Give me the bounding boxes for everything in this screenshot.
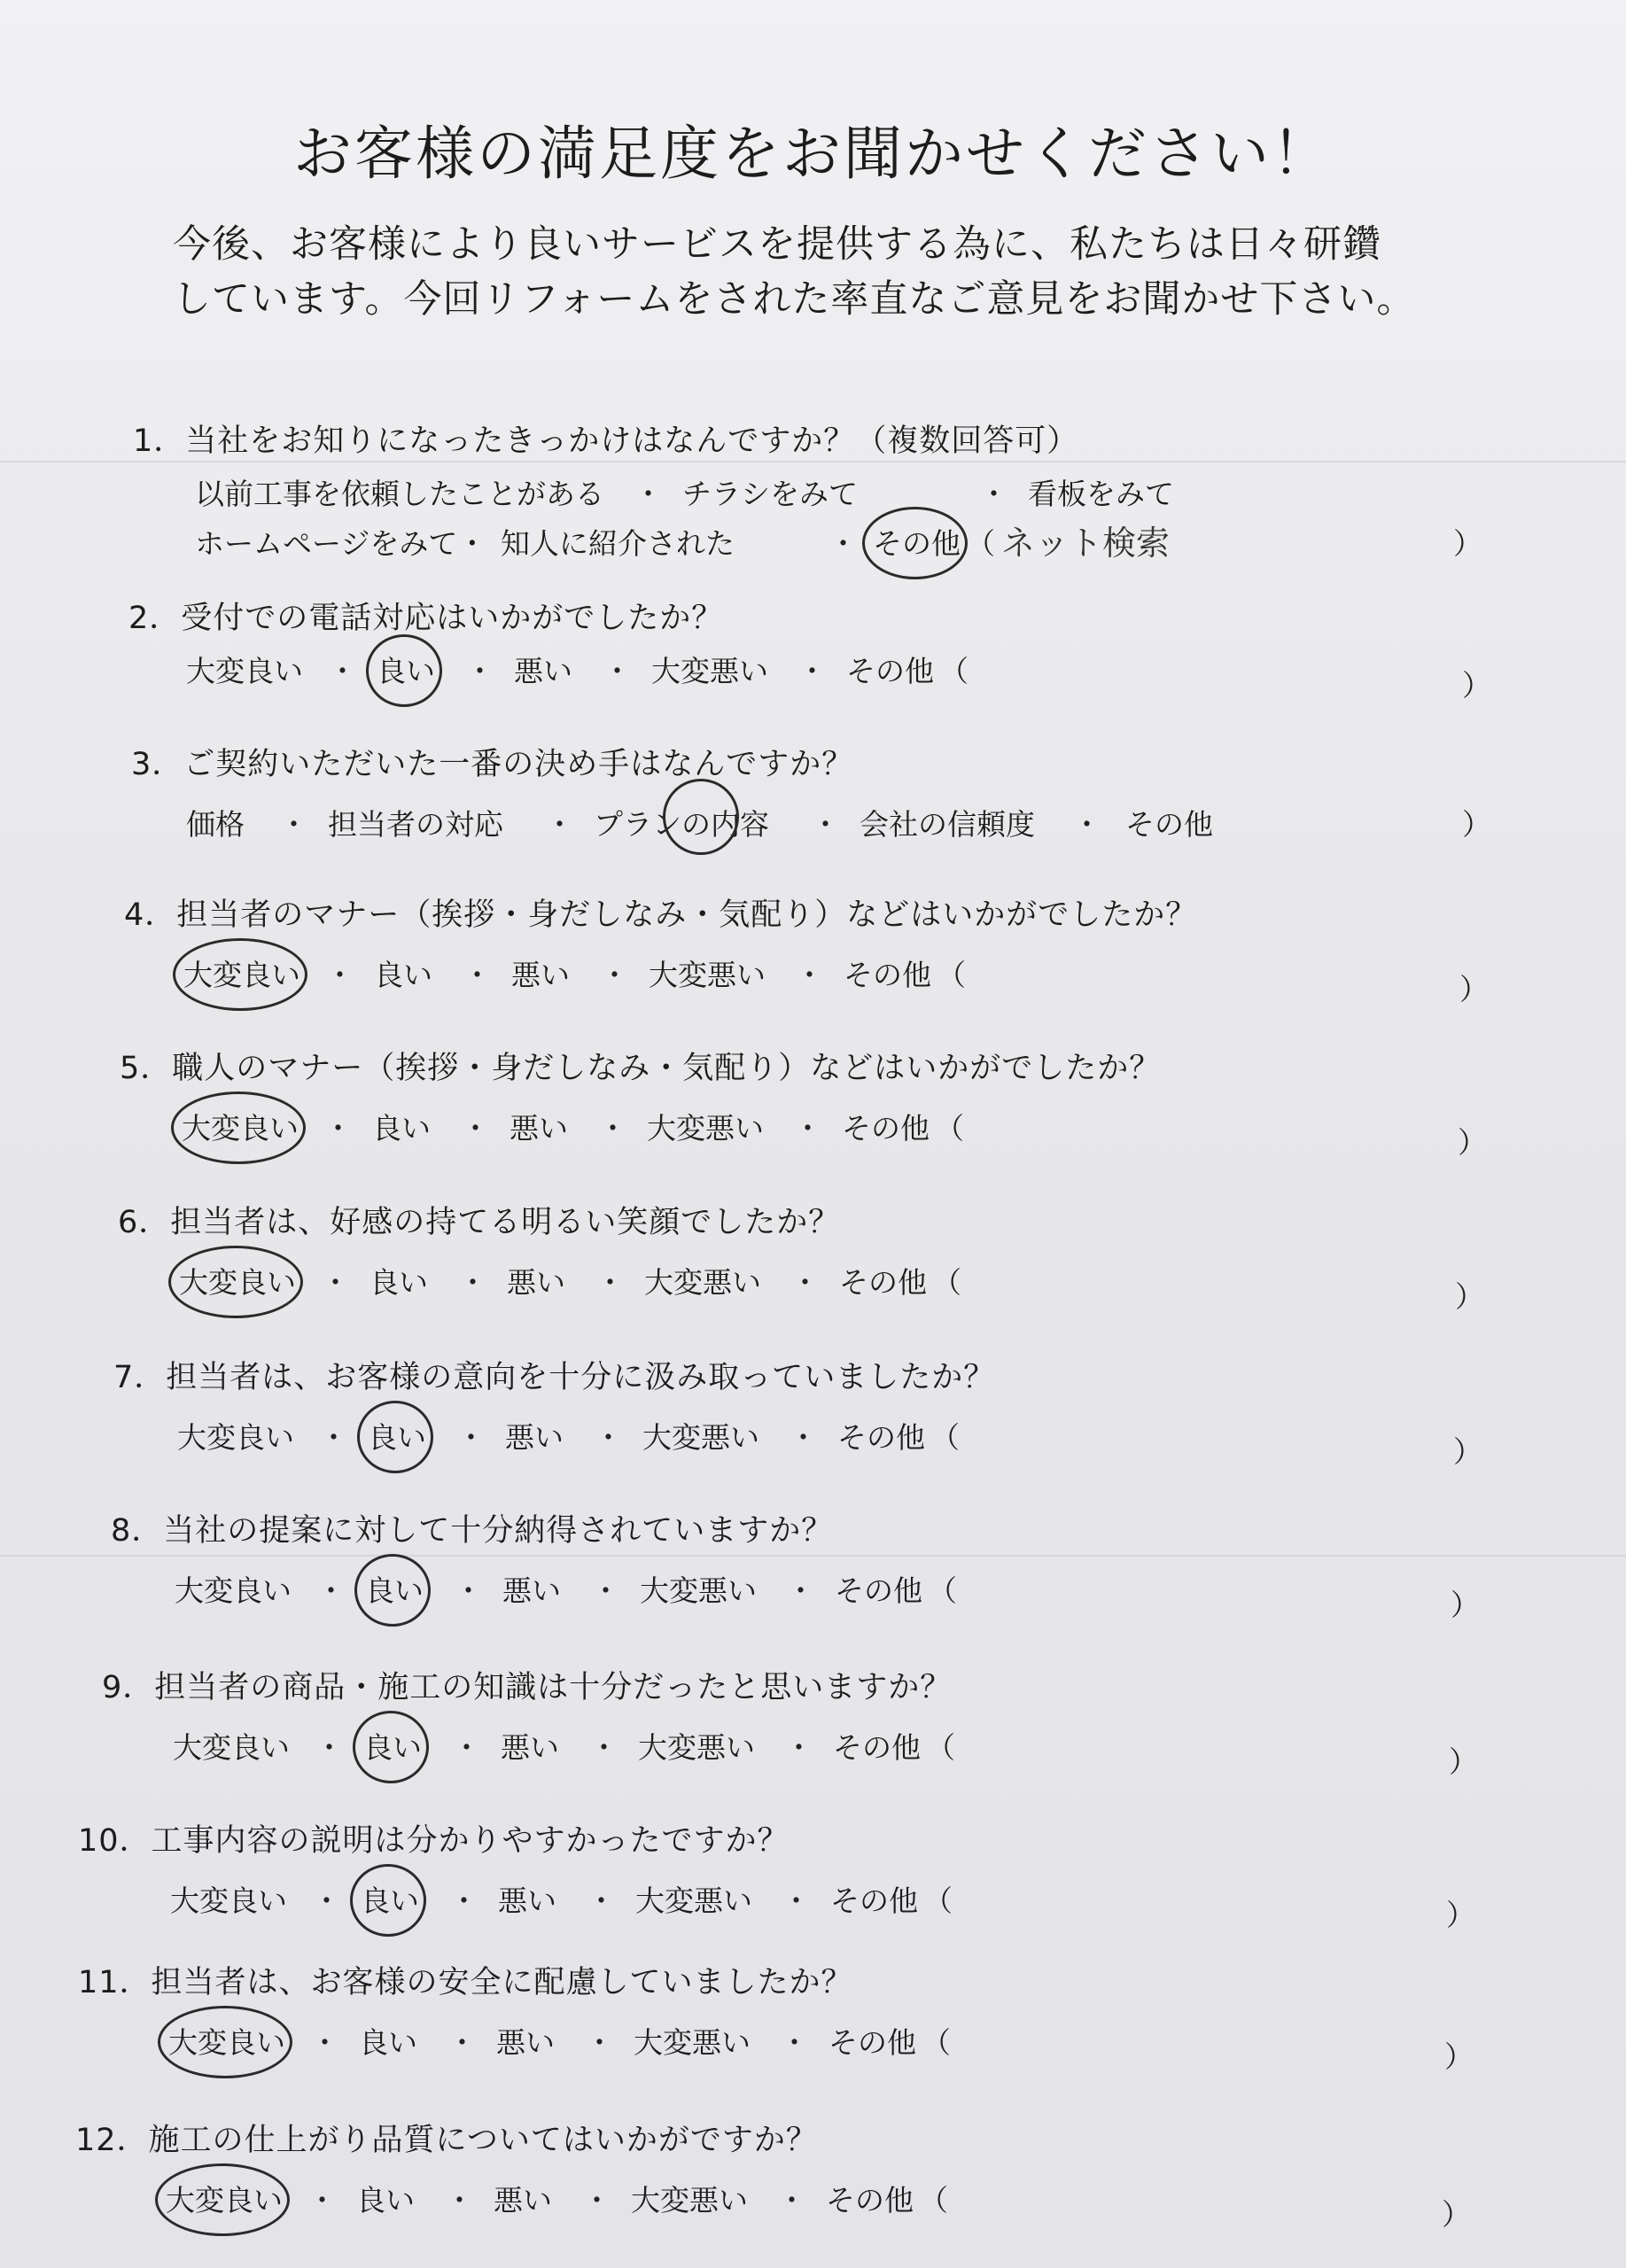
- separator: ・: [447, 2025, 477, 2060]
- question-text: 12．施工の仕上がり品質についてはいかがですか？: [75, 2123, 818, 2158]
- separator: ・: [789, 1420, 818, 1455]
- question-text: 8．当社の提案に対して十分納得されていますか？: [111, 1513, 834, 1549]
- paren-close: ）: [1449, 1744, 1478, 1779]
- option-label[interactable]: 悪い: [496, 2025, 555, 2060]
- separator: ・: [600, 958, 629, 992]
- separator: ・: [310, 2025, 339, 2060]
- paren-open: （: [919, 2183, 948, 2218]
- question-text: 7．担当者は、お客様の意向を十分に汲み取っていましたか？: [113, 1360, 996, 1395]
- option-label[interactable]: 大変悪い: [634, 2025, 751, 2060]
- separator: ・: [279, 807, 308, 842]
- separator: ・: [458, 1265, 487, 1300]
- separator: ・: [811, 807, 840, 842]
- question-10: [0, 1816, 1626, 1967]
- paren-open: （: [923, 1884, 953, 1918]
- separator: ・: [797, 654, 827, 688]
- question-3: [0, 740, 1626, 890]
- option-label[interactable]: 良い: [356, 2183, 415, 2218]
- paren-close: ）: [1462, 668, 1491, 703]
- question-4: [0, 890, 1626, 1041]
- separator: ・: [307, 2183, 337, 2218]
- question-2: [0, 594, 1626, 744]
- question-text: 9．担当者の商品・施工の知識は十分だったと思いますか？: [102, 1670, 953, 1705]
- separator: ・: [319, 1420, 348, 1455]
- separator: ・: [587, 1884, 616, 1918]
- option-label[interactable]: その他: [846, 654, 934, 688]
- option-label[interactable]: 担当者の対応: [328, 807, 503, 842]
- handwritten-answer[interactable]: ネット検索: [1001, 524, 1171, 563]
- option-label-circled[interactable]: 大変良い: [183, 952, 300, 994]
- scale-options: [173, 1725, 1555, 1778]
- separator: ・: [315, 1730, 344, 1765]
- paren-open: （: [939, 654, 969, 688]
- separator: ・: [598, 1111, 627, 1146]
- paren-close: ）: [1458, 1125, 1487, 1160]
- paren-close: ）: [1451, 1588, 1480, 1622]
- option-label[interactable]: 大変良い: [177, 1420, 294, 1455]
- option-label[interactable]: 看板をみて: [1028, 477, 1174, 511]
- option-label-circled[interactable]: 良い: [363, 1725, 422, 1767]
- option-label[interactable]: 大変悪い: [649, 958, 766, 992]
- option-label-circled[interactable]: 大変良い: [166, 2178, 283, 2219]
- paren-open: （: [922, 2025, 951, 2060]
- scale-options: [175, 1568, 1557, 1621]
- option-label[interactable]: 大変悪い: [635, 1884, 752, 1918]
- paren-open: （: [930, 1420, 960, 1455]
- separator: ・: [321, 1265, 350, 1300]
- option-label[interactable]: 大変悪い: [642, 1420, 759, 1455]
- separator: ・: [591, 1573, 620, 1608]
- separator: ・: [595, 1265, 625, 1300]
- option-label[interactable]: 悪い: [514, 654, 572, 688]
- option-label[interactable]: 大変良い: [173, 1730, 290, 1765]
- question-5: [0, 1044, 1626, 1194]
- question-text: 2．受付での電話対応はいかがでしたか？: [128, 601, 724, 636]
- option-label[interactable]: 大変良い: [186, 654, 303, 688]
- scale-options: [182, 1106, 1564, 1159]
- question-text: 4．担当者のマナー（挨拶・身だしなみ・気配り）などはいかがでしたか？: [124, 897, 1198, 933]
- separator: ・: [316, 1573, 346, 1608]
- question-7: [0, 1353, 1626, 1503]
- question-text: 11．担当者は、お客様の安全に配慮していましたか？: [78, 1965, 853, 2000]
- separator: ・: [790, 1265, 820, 1300]
- separator: ・: [795, 958, 824, 992]
- separator: ・: [585, 2025, 614, 2060]
- scale-options: [168, 2020, 1551, 2073]
- paren-close: ）: [1455, 1279, 1484, 1314]
- option-label[interactable]: その他: [830, 1884, 918, 1918]
- paren-open: （: [932, 1265, 961, 1300]
- option-label[interactable]: 大変悪い: [638, 1730, 755, 1765]
- separator: ・: [582, 2183, 611, 2218]
- paren-open: （: [926, 1730, 955, 1765]
- question-1: [0, 416, 1626, 567]
- option-label[interactable]: その他: [835, 1573, 922, 1608]
- option-label[interactable]: 大変悪い: [644, 1265, 761, 1300]
- option-label-circled[interactable]: 良い: [361, 1878, 419, 1920]
- question-6: [0, 1198, 1626, 1348]
- separator: ・: [323, 1111, 353, 1146]
- option-label[interactable]: 悪い: [494, 2183, 552, 2218]
- separator: ・: [445, 2183, 474, 2218]
- separator: ・: [594, 1420, 623, 1455]
- paren-open: （: [928, 1573, 957, 1608]
- paren-close: ）: [1442, 2197, 1471, 2232]
- option-label[interactable]: 大変悪い: [640, 1573, 757, 1608]
- option-label[interactable]: ホームページをみて・: [195, 526, 487, 561]
- separator: ・: [1072, 807, 1101, 842]
- option-label[interactable]: 良い: [374, 958, 432, 992]
- separator: ・: [603, 654, 632, 688]
- intro-text: [173, 217, 1502, 327]
- option-label[interactable]: 良い: [372, 1111, 431, 1146]
- option-label[interactable]: 良い: [359, 2025, 417, 2060]
- paren-open: （: [937, 958, 966, 992]
- separator: ・: [829, 526, 858, 561]
- separator: ・: [784, 1730, 813, 1765]
- separator: ・: [454, 1573, 483, 1608]
- separator: ・: [589, 1730, 619, 1765]
- scale-options: [186, 649, 1568, 702]
- question-12: [0, 2116, 1626, 2266]
- separator: ・: [328, 654, 357, 688]
- scale-options: [170, 1878, 1552, 1931]
- question-11: [0, 1958, 1626, 2109]
- paren-close: ）: [1462, 807, 1491, 842]
- option-label[interactable]: 価格: [186, 807, 245, 842]
- question-8: [0, 1506, 1626, 1657]
- option-label-circled[interactable]: 大変良い: [182, 1106, 299, 1147]
- option-label[interactable]: 悪い: [511, 958, 570, 992]
- option-label[interactable]: 悪い: [510, 1111, 568, 1146]
- scale-options: [177, 1415, 1560, 1468]
- separator: ・: [979, 477, 1008, 511]
- question-text: 5．職人のマナー（挨拶・身だしなみ・気配り）などはいかがでしたか？: [120, 1051, 1162, 1086]
- option-label[interactable]: 悪い: [502, 1573, 561, 1608]
- intro-line: しています。今回リフォームをされた率直なご意見をお聞かせ下さい。: [173, 277, 1416, 322]
- paren-close: ）: [1459, 972, 1489, 1006]
- option-label-circled[interactable]: その他: [873, 521, 961, 563]
- separator: ・: [325, 958, 354, 992]
- separator: ・: [312, 1884, 341, 1918]
- paren-close: ）: [1444, 2039, 1474, 2074]
- option-label[interactable]: 悪い: [498, 1884, 556, 1918]
- question-text: 6．担当者は、好感の持てる明るい笑顔でしたか？: [118, 1205, 841, 1240]
- separator: ・: [786, 1573, 815, 1608]
- option-label[interactable]: 大変良い: [175, 1573, 292, 1608]
- option-label[interactable]: チラシをみて: [682, 477, 858, 511]
- option-label[interactable]: その他: [842, 1111, 930, 1146]
- option-label[interactable]: 大変悪い: [651, 654, 768, 688]
- option-label[interactable]: その他: [844, 958, 931, 992]
- separator: ・: [634, 477, 663, 511]
- option-label-circled[interactable]: 良い: [365, 1568, 424, 1610]
- intro-line: 今後、お客様により良いサービスを提供する為に、私たちは日々研鑽: [173, 222, 1381, 267]
- separator: ・: [465, 654, 494, 688]
- option-label-circled[interactable]: プランの内容: [594, 802, 769, 843]
- question-text: 1．当社をお知りになったきっかけはなんですか？（複数回答可）: [133, 423, 1079, 459]
- paren-close: ）: [1453, 1434, 1482, 1469]
- option-label[interactable]: 大変悪い: [647, 1111, 764, 1146]
- option-label-circled[interactable]: 良い: [377, 649, 435, 690]
- paren-close: ）: [1453, 526, 1482, 561]
- separator: ・: [456, 1420, 486, 1455]
- option-label-circled[interactable]: 大変良い: [168, 2020, 285, 2062]
- paren-open: （: [935, 1111, 964, 1146]
- option-label[interactable]: その他: [839, 1265, 927, 1300]
- scale-options: [183, 952, 1566, 1006]
- option-label[interactable]: 会社の信頼度: [860, 807, 1035, 842]
- option-label[interactable]: 大変悪い: [631, 2183, 748, 2218]
- page-title: お客様の満足度をお聞かせください！: [293, 120, 1333, 188]
- separator: ・: [777, 2183, 806, 2218]
- paren-close: ）: [1446, 1898, 1475, 1932]
- option-label[interactable]: 悪い: [507, 1265, 565, 1300]
- option-label[interactable]: その他: [1125, 807, 1213, 842]
- q1-options-row2: [195, 521, 1577, 574]
- q3-options: [186, 802, 1568, 855]
- option-label[interactable]: 良い: [370, 1265, 428, 1300]
- question-text: 10．工事内容の説明は分かりやすかったですか？: [78, 1823, 790, 1859]
- separator: ・: [461, 1111, 490, 1146]
- paren-open: （: [966, 526, 995, 561]
- scale-options: [179, 1260, 1561, 1313]
- separator: ・: [545, 807, 574, 842]
- option-label[interactable]: 以前工事を依頼したことがある: [195, 477, 604, 511]
- separator: ・: [452, 1730, 481, 1765]
- option-label-circled[interactable]: 大変良い: [179, 1260, 296, 1301]
- option-label[interactable]: 知人に紹介された: [501, 526, 735, 561]
- scale-options: [166, 2178, 1548, 2231]
- option-label[interactable]: 悪い: [501, 1730, 559, 1765]
- separator: ・: [793, 1111, 822, 1146]
- option-label[interactable]: 悪い: [505, 1420, 564, 1455]
- separator: ・: [449, 1884, 478, 1918]
- option-label[interactable]: その他: [826, 2183, 914, 2218]
- question-9: [0, 1663, 1626, 1814]
- separator: ・: [782, 1884, 811, 1918]
- separator: ・: [780, 2025, 809, 2060]
- option-label-circled[interactable]: 良い: [368, 1415, 426, 1456]
- option-label[interactable]: 大変良い: [170, 1884, 287, 1918]
- question-text: 3．ご契約いただいた一番の決め手はなんですか？: [131, 747, 854, 782]
- option-label[interactable]: その他: [829, 2025, 916, 2060]
- separator: ・: [463, 958, 492, 992]
- option-label[interactable]: その他: [837, 1420, 925, 1455]
- option-label[interactable]: その他: [833, 1730, 921, 1765]
